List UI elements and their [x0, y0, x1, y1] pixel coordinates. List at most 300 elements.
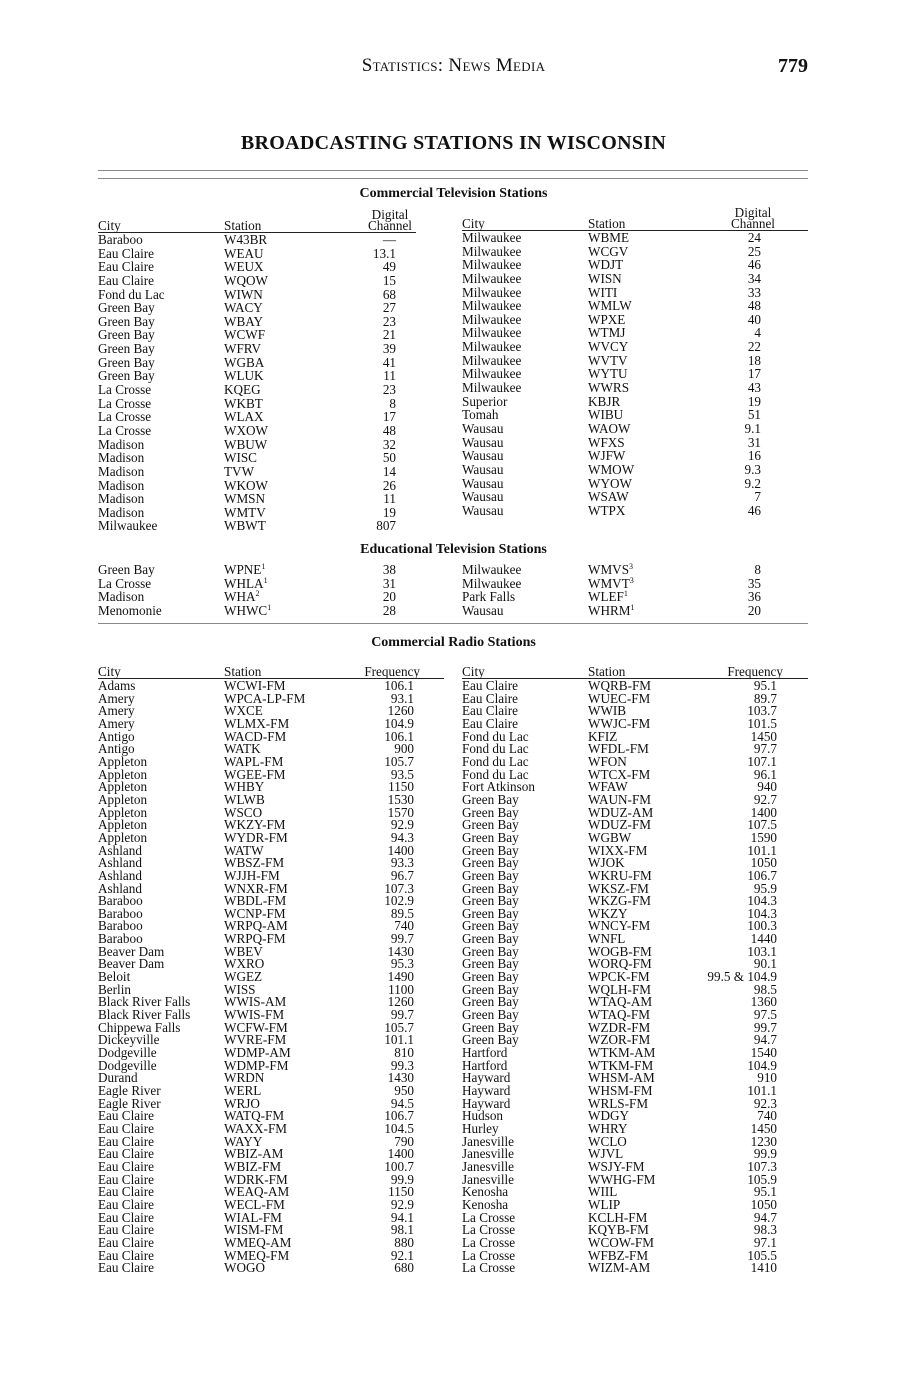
- channel-cell: 34: [747, 270, 761, 286]
- station-call-sign: WIIL: [588, 1184, 618, 1200]
- city-cell: Green Bay: [98, 354, 155, 370]
- city-cell: Hartford: [462, 1057, 508, 1073]
- radio-left-col-city: City: [98, 664, 121, 679]
- station-cell: [588, 436, 625, 450]
- station-call-sign: WNCY-FM: [588, 918, 651, 934]
- station-call-sign: WFAW: [588, 779, 628, 795]
- frequency-cell: 99.9: [390, 1171, 414, 1187]
- city-cell: Green Bay: [462, 981, 519, 997]
- frequency-cell: 1530: [387, 791, 414, 807]
- city-cell: Menomonie: [98, 602, 162, 618]
- station-call-sign: WDUZ-AM: [588, 804, 654, 820]
- channel-cell: 26: [382, 477, 396, 493]
- educational-tv-right-table: [462, 563, 782, 618]
- station-cell: [224, 315, 263, 329]
- frequency-cell: 93.1: [390, 690, 414, 706]
- table-row: [98, 438, 418, 452]
- frequency-cell: 740: [757, 1108, 777, 1124]
- station-call-sign: WATK: [224, 741, 261, 757]
- station-cell: [588, 367, 628, 381]
- station-call-sign: WWHG-FM: [588, 1171, 656, 1187]
- channel-cell: 8: [754, 562, 761, 577]
- channel-cell: 49: [382, 259, 396, 275]
- city-cell: Superior: [462, 393, 508, 409]
- city-cell: Green Bay: [462, 1007, 519, 1023]
- commercial-tv-heading: Commercial Television Stations: [359, 186, 548, 201]
- channel-cell: 48: [747, 298, 761, 314]
- table-row: [98, 958, 438, 971]
- city-cell: Amery: [98, 715, 135, 731]
- table-row: [98, 288, 418, 302]
- frequency-cell: 99.7: [390, 1007, 414, 1023]
- city-cell: Baraboo: [98, 931, 143, 947]
- table-row: [98, 410, 418, 424]
- frequency-cell: 99.9: [753, 1146, 777, 1162]
- title-rule-bottom: [98, 178, 808, 179]
- station-call-sign: WACD-FM: [224, 728, 287, 744]
- city-cell: Ashland: [98, 855, 142, 871]
- table-row: [98, 465, 418, 479]
- city-cell: Green Bay: [462, 817, 519, 833]
- frequency-cell: 1360: [750, 994, 777, 1010]
- station-cell: [224, 451, 257, 465]
- station-call-sign: WEUX: [224, 259, 264, 275]
- station-cell: [588, 1262, 650, 1275]
- city-cell: Wausau: [462, 502, 504, 518]
- station-call-sign: WIAL-FM: [224, 1209, 282, 1225]
- station-call-sign: WHRM: [588, 602, 631, 618]
- channel-cell: 41: [382, 354, 396, 370]
- channel-cell: 15: [382, 272, 396, 288]
- city-cell: La Crosse: [462, 1209, 516, 1225]
- commercial-tv-left-table: [98, 233, 418, 533]
- station-call-sign: WFON: [588, 753, 627, 769]
- city-cell: Beloit: [98, 969, 131, 985]
- station-call-sign: WTKM-AM: [588, 1045, 656, 1061]
- city-cell: Black River Falls: [98, 994, 191, 1010]
- station-call-sign: WBUW: [224, 436, 268, 452]
- station-call-sign: WSJY-FM: [588, 1158, 645, 1174]
- frequency-cell: 92.3: [753, 1095, 777, 1111]
- frequency-cell: 1410: [750, 1260, 777, 1276]
- channel-cell: 25: [747, 243, 761, 259]
- city-cell: La Crosse: [98, 422, 152, 438]
- station-call-sign: WGBA: [224, 354, 265, 370]
- tv-right-col-station: Station: [588, 216, 626, 231]
- city-cell: Milwaukee: [462, 230, 522, 245]
- station-call-sign: WAOW: [588, 420, 631, 436]
- footnote-marker: 3: [629, 562, 634, 571]
- station-call-sign: WHWC: [224, 602, 268, 618]
- city-cell: Green Bay: [462, 1032, 519, 1048]
- station-cell: [224, 410, 264, 424]
- frequency-cell: 92.1: [390, 1247, 414, 1263]
- frequency-cell: 740: [394, 918, 414, 934]
- footnote-marker: 1: [261, 562, 266, 571]
- tv-left-col-station: Station: [224, 218, 262, 233]
- station-call-sign: WWIB: [588, 703, 627, 719]
- frequency-cell: 1050: [750, 855, 777, 871]
- station-call-sign: WBEV: [224, 943, 263, 959]
- channel-cell: 4: [754, 325, 761, 341]
- station-call-sign: WOGB-FM: [588, 943, 652, 959]
- frequency-cell: 107.3: [384, 880, 414, 896]
- frequency-cell: 94.5: [390, 1095, 414, 1111]
- footnote-marker: 1: [267, 602, 272, 612]
- channel-cell: 46: [747, 502, 761, 518]
- table-row: [98, 492, 418, 506]
- city-cell: Eau Claire: [98, 272, 155, 288]
- educational-tv-left-table: [98, 563, 418, 618]
- channel-cell: 28: [382, 602, 396, 618]
- city-cell: Green Bay: [98, 341, 155, 357]
- frequency-cell: 1450: [750, 1120, 777, 1136]
- frequency-cell: 107.5: [747, 817, 777, 833]
- station-call-sign: WKRU-FM: [588, 867, 652, 883]
- table-row: [98, 383, 418, 397]
- table-row: [462, 299, 782, 313]
- station-cell: [224, 342, 261, 356]
- station-call-sign: WQLH-FM: [588, 981, 652, 997]
- station-cell: [588, 563, 633, 577]
- station-call-sign: WMLW: [588, 298, 632, 314]
- city-cell: Green Bay: [462, 969, 519, 985]
- city-cell: Eau Claire: [98, 1184, 155, 1200]
- channel-cell: 32: [382, 436, 396, 452]
- city-cell: Eau Claire: [462, 703, 519, 719]
- city-cell: Hayward: [462, 1083, 511, 1098]
- frequency-cell: 96.1: [753, 766, 777, 782]
- frequency-cell: 96.7: [390, 867, 414, 883]
- station-call-sign: WKZY-FM: [224, 817, 286, 833]
- table-row: [462, 381, 782, 395]
- station-call-sign: WCOW-FM: [588, 1234, 654, 1250]
- city-cell: Baraboo: [98, 893, 143, 909]
- city-cell: Ashland: [98, 867, 142, 883]
- footnote-marker: 1: [263, 575, 268, 585]
- city-cell: Appleton: [98, 829, 148, 845]
- table-row: [462, 1171, 802, 1187]
- frequency-cell: 105.9: [747, 1171, 777, 1187]
- station-call-sign: WIZM-AM: [588, 1260, 651, 1276]
- table-row: [462, 490, 782, 504]
- city-cell: Eau Claire: [98, 1222, 155, 1238]
- city-cell: Green Bay: [462, 918, 519, 934]
- frequency-cell: 94.3: [390, 829, 414, 845]
- frequency-cell: 880: [394, 1234, 414, 1250]
- city-cell: Milwaukee: [462, 366, 522, 382]
- table-row: [98, 260, 418, 274]
- city-cell: Fort Atkinson: [462, 779, 535, 795]
- station-call-sign: WCLO: [588, 1133, 627, 1149]
- station-cell: [224, 519, 266, 533]
- city-cell: Kenosha: [462, 1184, 509, 1200]
- city-cell: Amery: [98, 703, 135, 719]
- station-call-sign: WDMP-AM: [224, 1045, 291, 1061]
- station-cell: [588, 604, 635, 618]
- frequency-cell: 104.3: [747, 893, 777, 909]
- station-call-sign: WVTV: [588, 352, 628, 368]
- frequency-cell: 105.7: [384, 1019, 414, 1035]
- frequency-cell: 1230: [750, 1133, 777, 1149]
- frequency-cell: 94.7: [753, 1032, 777, 1048]
- frequency-cell: 101.1: [747, 842, 777, 858]
- radio-right-col-station: Station: [588, 664, 626, 679]
- channel-cell: 11: [383, 368, 396, 384]
- station-call-sign: WIXX-FM: [588, 842, 648, 858]
- channel-cell: 36: [747, 589, 761, 605]
- station-call-sign: WTCX-FM: [588, 766, 651, 782]
- frequency-cell: 1540: [750, 1045, 777, 1061]
- table-row: [462, 504, 782, 518]
- table-row: [98, 604, 418, 618]
- radio-right-col-city: City: [462, 664, 485, 679]
- city-cell: Green Bay: [462, 994, 519, 1010]
- table-row: [98, 479, 418, 493]
- tv-left-col-city: City: [98, 218, 121, 233]
- table-row: [462, 258, 782, 272]
- frequency-cell: 1450: [750, 728, 777, 744]
- station-call-sign: WATQ-FM: [224, 1108, 285, 1124]
- station-cell: [588, 490, 629, 504]
- station-call-sign: KFIZ: [588, 728, 618, 744]
- station-call-sign: WITI: [588, 284, 618, 300]
- city-cell: Hartford: [462, 1045, 508, 1061]
- city-cell: La Crosse: [462, 1260, 516, 1276]
- channel-cell: 24: [747, 230, 761, 245]
- frequency-cell: 94.7: [753, 1209, 777, 1225]
- station-call-sign: WPNE: [224, 562, 262, 577]
- frequency-cell: 1440: [750, 931, 777, 947]
- frequency-cell: 99.5 & 104.9: [707, 969, 777, 985]
- footnote-marker: 1: [623, 589, 628, 599]
- city-cell: Green Bay: [98, 313, 155, 329]
- station-call-sign: WEAU: [224, 245, 264, 261]
- city-cell: Madison: [98, 504, 145, 520]
- station-call-sign: WOGO: [224, 1260, 266, 1276]
- frequency-cell: 93.5: [390, 766, 414, 782]
- city-cell: Green Bay: [462, 867, 519, 883]
- footnote-marker: 1: [630, 602, 635, 612]
- frequency-cell: 99.7: [390, 931, 414, 947]
- city-cell: La Crosse: [462, 1234, 516, 1250]
- city-cell: Green Bay: [462, 855, 519, 871]
- station-cell: [588, 590, 628, 604]
- city-cell: Milwaukee: [462, 339, 522, 355]
- table-row: [462, 272, 782, 286]
- frequency-cell: 680: [394, 1260, 414, 1276]
- title-rule-top: [98, 170, 808, 171]
- city-cell: Appleton: [98, 766, 148, 782]
- city-cell: Green Bay: [462, 1019, 519, 1035]
- commercial-tv-right-table: [462, 231, 782, 517]
- frequency-cell: 90.1: [753, 956, 777, 972]
- station-call-sign: W43BR: [224, 232, 268, 247]
- station-call-sign: WHRY: [588, 1120, 628, 1136]
- station-cell: [588, 381, 629, 395]
- table-row: [462, 354, 782, 368]
- city-cell: Milwaukee: [462, 298, 522, 314]
- channel-cell: 23: [382, 382, 396, 398]
- channel-cell: 9.1: [744, 420, 761, 436]
- station-call-sign: WQOW: [224, 272, 268, 288]
- frequency-cell: 1400: [750, 804, 777, 820]
- station-cell: [224, 233, 267, 247]
- city-cell: Baraboo: [98, 232, 143, 247]
- city-cell: Eau Claire: [462, 690, 519, 706]
- city-cell: Eau Claire: [98, 1247, 155, 1263]
- city-cell: Beaver Dam: [98, 943, 165, 959]
- station-call-sign: WLWB: [224, 791, 265, 807]
- channel-cell: 20: [382, 589, 396, 605]
- station-call-sign: WACY: [224, 300, 263, 316]
- station-call-sign: WJVL: [588, 1146, 624, 1162]
- table-row: [462, 477, 782, 491]
- station-call-sign: WMVS: [588, 562, 630, 577]
- city-cell: Janesville: [462, 1133, 515, 1149]
- channel-cell: 33: [747, 284, 761, 300]
- city-cell: Green Bay: [98, 368, 155, 384]
- city-cell: Dodgeville: [98, 1045, 157, 1061]
- station-call-sign: WYDR-FM: [224, 829, 288, 845]
- station-call-sign: WAYY: [224, 1133, 263, 1149]
- station-cell: [224, 301, 263, 315]
- frequency-cell: 810: [394, 1045, 414, 1061]
- station-cell: [224, 577, 268, 591]
- city-cell: Milwaukee: [462, 243, 522, 259]
- station-call-sign: WWIS-FM: [224, 1007, 285, 1023]
- frequency-cell: 1430: [387, 1070, 414, 1086]
- table-row: [98, 397, 418, 411]
- station-call-sign: WWJC-FM: [588, 715, 651, 731]
- frequency-cell: 950: [394, 1083, 414, 1098]
- station-cell: [588, 395, 620, 409]
- frequency-cell: 1150: [388, 1184, 414, 1200]
- station-cell: [224, 1262, 265, 1275]
- table-row: [98, 1057, 438, 1073]
- channel-cell: 9.2: [744, 475, 761, 491]
- city-cell: La Crosse: [98, 395, 152, 411]
- table-row: [462, 326, 782, 340]
- station-call-sign: WFXS: [588, 434, 625, 450]
- city-cell: La Crosse: [98, 382, 152, 398]
- city-cell: Tomah: [462, 407, 499, 423]
- channel-cell: 22: [747, 339, 761, 355]
- section-rule: [98, 623, 808, 624]
- station-cell: [224, 424, 268, 438]
- station-call-sign: WAXX-FM: [224, 1120, 288, 1136]
- city-cell: Madison: [98, 589, 145, 605]
- city-cell: Eagle River: [98, 1095, 161, 1111]
- station-call-sign: WBME: [588, 230, 630, 245]
- city-cell: Green Bay: [462, 829, 519, 845]
- frequency-cell: 97.7: [753, 741, 777, 757]
- table-row: [462, 463, 782, 477]
- frequency-cell: 1050: [750, 1196, 777, 1212]
- station-cell: [588, 286, 617, 300]
- city-cell: Janesville: [462, 1171, 515, 1187]
- station-call-sign: WISN: [588, 270, 622, 286]
- station-call-sign: WKBT: [224, 395, 263, 411]
- station-call-sign: WHSM-FM: [588, 1083, 653, 1098]
- table-row: [98, 781, 438, 794]
- station-cell: [588, 577, 634, 591]
- channel-cell: 48: [382, 422, 396, 438]
- table-row: [98, 690, 438, 706]
- frequency-cell: 1590: [750, 829, 777, 845]
- commercial-radio-left-table: [98, 680, 438, 1275]
- channel-cell: 43: [747, 380, 761, 396]
- station-call-sign: WPXE: [588, 311, 626, 327]
- city-cell: Wausau: [462, 602, 504, 618]
- frequency-cell: 900: [394, 741, 414, 757]
- city-cell: Appleton: [98, 817, 148, 833]
- station-call-sign: TVW: [224, 463, 255, 479]
- city-cell: Milwaukee: [462, 270, 522, 286]
- city-cell: Eau Claire: [462, 678, 519, 693]
- city-cell: Wausau: [462, 475, 504, 491]
- frequency-cell: 107.1: [747, 753, 777, 769]
- station-call-sign: WFBZ-FM: [588, 1247, 649, 1263]
- city-cell: Milwaukee: [462, 352, 522, 368]
- city-cell: Green Bay: [462, 842, 519, 858]
- frequency-cell: 92.9: [390, 1196, 414, 1212]
- station-call-sign: WPCK-FM: [588, 969, 650, 985]
- channel-cell: 23: [382, 313, 396, 329]
- station-call-sign: WJFW: [588, 448, 626, 464]
- station-call-sign: WKSZ-FM: [588, 880, 649, 896]
- station-call-sign: WQRB-FM: [588, 678, 652, 693]
- station-cell: [224, 369, 264, 383]
- station-call-sign: WMEQ-FM: [224, 1247, 290, 1263]
- frequency-cell: 1490: [387, 969, 414, 985]
- station-call-sign: WMSN: [224, 491, 266, 507]
- city-cell: Dodgeville: [98, 1057, 157, 1073]
- frequency-cell: 95.1: [753, 678, 777, 693]
- city-cell: Appleton: [98, 804, 148, 820]
- city-cell: Ashland: [98, 880, 142, 896]
- city-cell: Eau Claire: [98, 1171, 155, 1187]
- station-call-sign: WHLA: [224, 575, 264, 591]
- city-cell: Green Bay: [462, 804, 519, 820]
- station-call-sign: WTAQ-FM: [588, 1007, 650, 1023]
- tv-left-col-channel-1: Digital: [371, 207, 409, 222]
- city-cell: Eau Claire: [98, 259, 155, 275]
- frequency-cell: 107.3: [747, 1158, 777, 1174]
- table-row: [462, 231, 782, 245]
- station-call-sign: WVCY: [588, 339, 629, 355]
- station-call-sign: WTPX: [588, 502, 626, 518]
- channel-cell: 11: [383, 491, 396, 507]
- table-row: [462, 436, 782, 450]
- city-cell: Baraboo: [98, 905, 143, 921]
- tv-left-col-channel-2: Channel: [368, 218, 412, 233]
- station-call-sign: WATW: [224, 842, 264, 858]
- city-cell: Eau Claire: [98, 1120, 155, 1136]
- frequency-cell: 95.1: [753, 1184, 777, 1200]
- frequency-cell: 790: [394, 1133, 414, 1149]
- station-cell: [224, 328, 265, 342]
- station-call-sign: WAUN-FM: [588, 791, 652, 807]
- frequency-cell: 98.1: [390, 1222, 414, 1238]
- station-call-sign: WRDN: [224, 1070, 265, 1086]
- station-call-sign: WWRS: [588, 380, 630, 396]
- city-cell: Eau Claire: [98, 1108, 155, 1124]
- table-row: [462, 422, 782, 436]
- tv-right-col-city: City: [462, 216, 485, 231]
- city-cell: Wausau: [462, 420, 504, 436]
- frequency-cell: 89.7: [753, 690, 777, 706]
